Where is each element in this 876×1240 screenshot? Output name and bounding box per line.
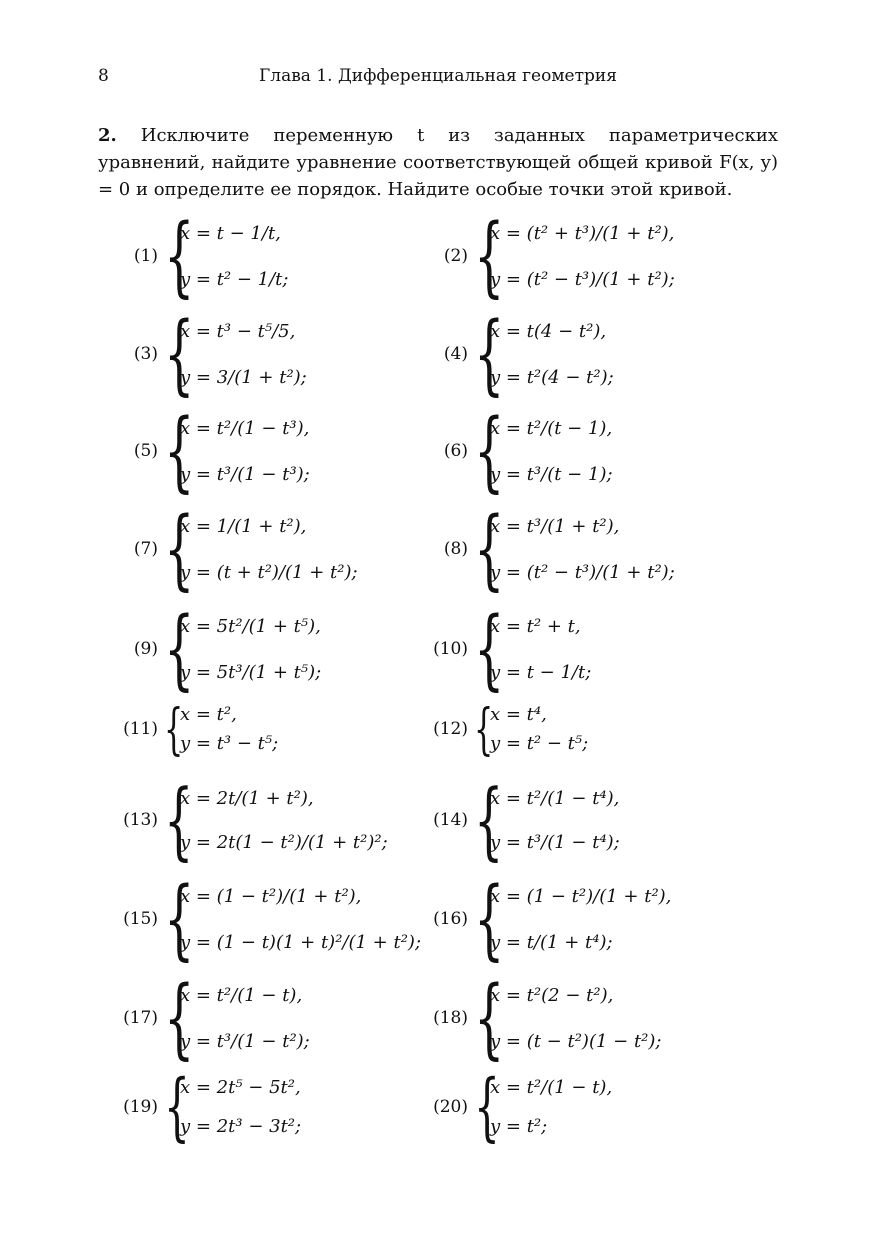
- task-statement: [98, 122, 778, 203]
- system-label: (20): [433, 1097, 468, 1117]
- x-equation: x = t³ − t⁵/5,: [180, 320, 296, 342]
- y-equation: y = (t + t²)/(1 + t²);: [180, 561, 358, 583]
- x-equation: x = t²/(1 − t³),: [180, 417, 310, 439]
- system-label: (4): [443, 344, 468, 364]
- y-equation: y = t³ − t⁵;: [180, 733, 279, 754]
- system-label: (10): [433, 639, 468, 659]
- x-equation: x = t²/(1 − t),: [180, 984, 303, 1006]
- left-brace: {: [474, 302, 505, 405]
- left-brace: {: [164, 1064, 190, 1150]
- chapter-title: Глава 1. Дифференциальная геометрия: [259, 66, 617, 86]
- left-brace: {: [164, 204, 195, 307]
- left-brace: {: [164, 696, 184, 761]
- system-6: [428, 399, 613, 502]
- x-equation: x = t²(2 − t²),: [490, 984, 614, 1006]
- left-brace: {: [164, 966, 195, 1069]
- left-brace: {: [474, 597, 505, 700]
- left-brace: {: [164, 867, 195, 970]
- system-12: [428, 696, 589, 761]
- system-15: [118, 867, 422, 970]
- running-header: [98, 66, 778, 88]
- system-5: [118, 399, 310, 502]
- y-equation: y = 5t³/(1 + t⁵);: [180, 661, 322, 683]
- system-label: (7): [133, 539, 158, 559]
- left-brace: {: [474, 771, 504, 869]
- x-equation: x = 2t⁵ − 5t²,: [180, 1077, 301, 1098]
- y-equation: y = 2t(1 − t²)/(1 + t²)²;: [180, 831, 388, 853]
- y-equation: y = t³/(1 − t³);: [180, 463, 310, 485]
- system-label: (16): [433, 909, 468, 929]
- system-19: [118, 1064, 302, 1150]
- system-label: (18): [433, 1008, 468, 1028]
- left-brace: {: [164, 302, 195, 405]
- y-equation: y = (t² − t³)/(1 + t²);: [490, 268, 675, 290]
- system-9: [118, 597, 322, 700]
- y-equation: y = t³/(t − 1);: [490, 463, 613, 485]
- system-label: (8): [443, 539, 468, 559]
- system-label: (15): [123, 909, 158, 929]
- system-13: [118, 771, 388, 869]
- system-14: [428, 771, 620, 869]
- x-equation: x = (1 − t²)/(1 + t²),: [490, 885, 672, 907]
- system-label: (14): [433, 810, 468, 830]
- system-label: (3): [133, 344, 158, 364]
- system-11: [118, 696, 279, 761]
- left-brace: {: [474, 204, 505, 307]
- x-equation: x = 5t²/(1 + t⁵),: [180, 615, 321, 637]
- x-equation: x = (t² + t³)/(1 + t²),: [490, 222, 675, 244]
- y-equation: y = (t² − t³)/(1 + t²);: [490, 561, 675, 583]
- system-label: (2): [443, 246, 468, 266]
- x-equation: x = 1/(1 + t²),: [180, 515, 307, 537]
- system-1: [118, 204, 289, 307]
- left-brace: {: [164, 399, 195, 502]
- y-equation: y = 2t³ − 3t²;: [180, 1116, 302, 1137]
- system-label: (13): [123, 810, 158, 830]
- system-label: (5): [133, 441, 158, 461]
- system-label: (19): [123, 1097, 158, 1117]
- system-label: (1): [133, 246, 158, 266]
- system-8: [428, 497, 675, 600]
- y-equation: y = t³/(1 − t²);: [180, 1030, 310, 1052]
- left-brace: {: [474, 399, 505, 502]
- task-number: 2.: [98, 125, 117, 146]
- y-equation: y = t/(1 + t⁴);: [490, 931, 613, 953]
- left-brace: {: [474, 1064, 500, 1150]
- page-number: 8: [98, 66, 109, 86]
- y-equation: y = t²(4 − t²);: [490, 366, 614, 388]
- x-equation: x = t⁴,: [490, 704, 547, 725]
- x-equation: x = t²/(1 − t⁴),: [490, 787, 620, 809]
- system-2: [428, 204, 675, 307]
- left-brace: {: [474, 696, 494, 761]
- x-equation: x = t(4 − t²),: [490, 320, 607, 342]
- y-equation: y = t − 1/t;: [490, 661, 592, 683]
- system-label: (11): [123, 719, 158, 739]
- x-equation: x = t³/(1 + t²),: [490, 515, 620, 537]
- x-equation: x = t² + t,: [490, 615, 581, 637]
- left-brace: {: [164, 771, 194, 869]
- system-label: (12): [433, 719, 468, 739]
- x-equation: x = t²/(t − 1),: [490, 417, 613, 439]
- y-equation: y = t² − 1/t;: [180, 268, 289, 290]
- y-equation: y = t² − t⁵;: [490, 733, 589, 754]
- system-label: (6): [443, 441, 468, 461]
- x-equation: x = t²/(1 − t),: [490, 1077, 613, 1098]
- x-equation: x = t − 1/t,: [180, 222, 281, 244]
- system-label: (17): [123, 1008, 158, 1028]
- x-equation: x = 2t/(1 + t²),: [180, 787, 314, 809]
- y-equation: y = t²;: [490, 1116, 548, 1137]
- left-brace: {: [164, 497, 195, 600]
- system-3: [118, 302, 307, 405]
- x-equation: x = t²,: [180, 704, 237, 725]
- y-equation: y = (1 − t)(1 + t)²/(1 + t²);: [180, 931, 422, 953]
- y-equation: y = t³/(1 − t⁴);: [490, 831, 620, 853]
- system-18: [428, 966, 662, 1069]
- left-brace: {: [474, 966, 505, 1069]
- y-equation: y = 3/(1 + t²);: [180, 366, 307, 388]
- system-4: [428, 302, 614, 405]
- y-equation: y = (t − t²)(1 − t²);: [490, 1030, 662, 1052]
- left-brace: {: [164, 597, 195, 700]
- system-label: (9): [133, 639, 158, 659]
- task-text: Исключите переменную t из заданных параметрических уравнений, найдите уравнение соответствующей общей кривой F(x, y) = 0 и определите ее порядок. Найдите особые точки этой кривой.: [98, 125, 778, 200]
- system-7: [118, 497, 358, 600]
- x-equation: x = (1 − t²)/(1 + t²),: [180, 885, 362, 907]
- system-20: [428, 1064, 613, 1150]
- system-10: [428, 597, 592, 700]
- left-brace: {: [474, 497, 505, 600]
- left-brace: {: [474, 867, 505, 970]
- system-16: [428, 867, 672, 970]
- system-17: [118, 966, 310, 1069]
